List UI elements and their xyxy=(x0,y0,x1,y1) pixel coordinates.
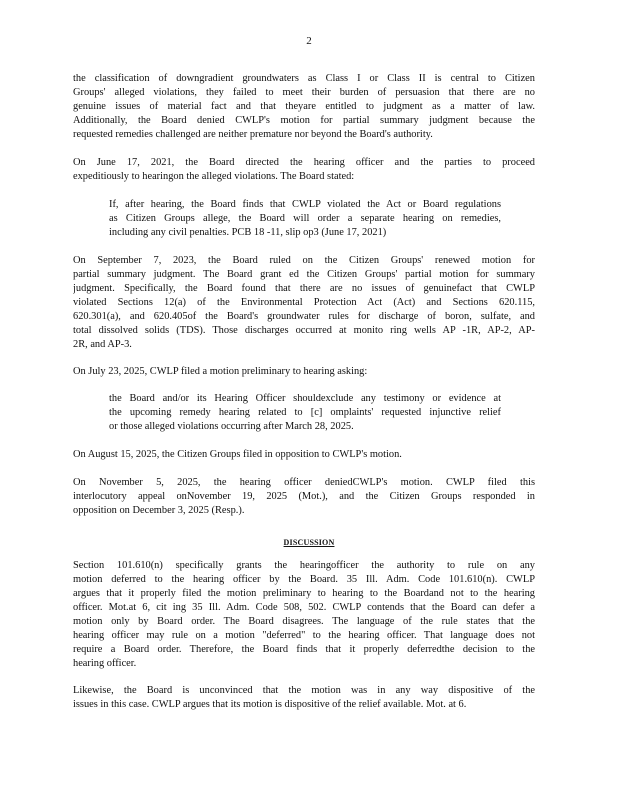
text-line: including any civil penalties. PCB 18 -11, slip op3 (June 17, 2021) xyxy=(109,227,387,238)
text-line: argues that it properly filed the motion preliminary to hearing to the Boardand not to the hearing xyxy=(73,588,535,599)
page-number: 2 xyxy=(306,35,312,47)
text-line: motion only by Board order. The Board disagrees. The language of the rule states that the xyxy=(73,616,535,627)
text-line: judgment. Specifically, the Board found that there are no issues of genuinefact that CWLP xyxy=(73,283,535,294)
text-line: Groups' alleged violations, they failed to meet their burden of persuasion that there are no xyxy=(73,87,535,98)
text-line: or those alleged violations occurring after March 28, 2025. xyxy=(109,421,354,432)
text-line: hearing officer. xyxy=(73,658,137,669)
block-quote-board-order xyxy=(109,198,501,240)
text-line: opposition on December 3, 2025 (Resp.). xyxy=(73,505,245,516)
text-line: issues in this case. CWLP argues that its motion is dispositive of the relief available. Mot. at 6. xyxy=(73,699,467,710)
section-heading xyxy=(0,536,618,550)
discussion-heading: DISCUSSION xyxy=(283,538,335,547)
paragraph-september-2023 xyxy=(73,254,535,352)
text-line: interlocutory appeal onNovember 19, 2025 (Mot.), and the Citizen Groups responded in xyxy=(73,491,535,502)
text-line: On November 5, 2025, the hearing officer deniedCWLP's motion. CWLP filed this xyxy=(73,477,535,488)
paragraph-november-2025 xyxy=(73,476,535,518)
text-line: On July 23, 2025, CWLP filed a motion preliminary to hearing asking: xyxy=(73,366,368,377)
text-line: On June 17, 2021, the Board directed the hearing officer and the parties to proceed xyxy=(73,157,535,168)
text-line: total dissolved solids (TDS). Those discharges occurred at monito ring wells AP -1R, AP-2, AP- xyxy=(73,325,535,336)
text-line: officer. Mot.at 6, cit ing 35 Ill. Adm. Code 508, 502. CWLP contends that the Board can defer a xyxy=(73,602,535,613)
text-line: 2R, and AP-3. xyxy=(73,339,132,350)
text-line: genuine issues of material fact and that theyare entitled to judgment as a matter of law. xyxy=(73,101,535,112)
paragraph-june-2021 xyxy=(73,156,535,184)
text-line: the Board and/or its Hearing Officer shouldexclude any testimony or evidence at xyxy=(109,393,501,404)
text-line: violated Sections 12(a) of the Environmental Protection Act (Act) and Sections 620.115, xyxy=(73,297,535,308)
text-line: Section 101.610(n) specifically grants the hearingofficer the authority to rule on any xyxy=(73,560,535,571)
text-line: requested remedies challenged are neither premature nor beyond the Board's authority. xyxy=(73,129,433,140)
text-line: If, after hearing, the Board finds that CWLP violated the Act or Board regulations xyxy=(109,199,501,210)
text-line: Additionally, the Board denied CWLP's motion for partial summary judgment because the xyxy=(73,115,535,126)
text-line: Likewise, the Board is unconvinced that the motion was in any way dispositive of the xyxy=(73,685,535,696)
text-line: partial summary judgment. The Board grant ed the Citizen Groups' partial motion for summary xyxy=(73,269,535,280)
text-line: require a Board order. Therefore, the Board finds that it properly deferredthe decision to the xyxy=(73,644,535,655)
text-line: as Citizen Groups allege, the Board will order a separate hearing on remedies, xyxy=(109,213,501,224)
text-line: hearing officer may rule on a motion "deferred" to the hearing officer. That language does not xyxy=(73,630,535,641)
paragraph-not-dispositive xyxy=(73,684,535,712)
text-line: On September 7, 2023, the Board ruled on the Citizen Groups' renewed motion for xyxy=(73,255,535,266)
text-line: the upcoming remedy hearing related to [c] omplaints' requested injunctive relief xyxy=(109,407,501,418)
paragraph-summary-judgment xyxy=(73,72,535,142)
paragraph-july-2025 xyxy=(73,365,535,379)
text-line: On August 15, 2025, the Citizen Groups filed in opposition to CWLP's motion. xyxy=(73,449,402,460)
text-line: expeditiously to hearingon the alleged violations. The Board stated: xyxy=(73,171,355,182)
paragraph-section-101-610 xyxy=(73,559,535,671)
paragraph-august-2025 xyxy=(73,448,535,462)
text-line: 620.301(a), and 620.405of the Board's groundwater rules for discharge of boron, sulfate, and xyxy=(73,311,535,322)
text-line: the classification of downgradient groundwaters as Class I or Class II is central to Citizen xyxy=(73,73,535,84)
block-quote-motion-request xyxy=(109,392,501,434)
text-line: motion deferred to the hearing officer by the Board. 35 Ill. Adm. Code 101.610(n). CWLP xyxy=(73,574,535,585)
